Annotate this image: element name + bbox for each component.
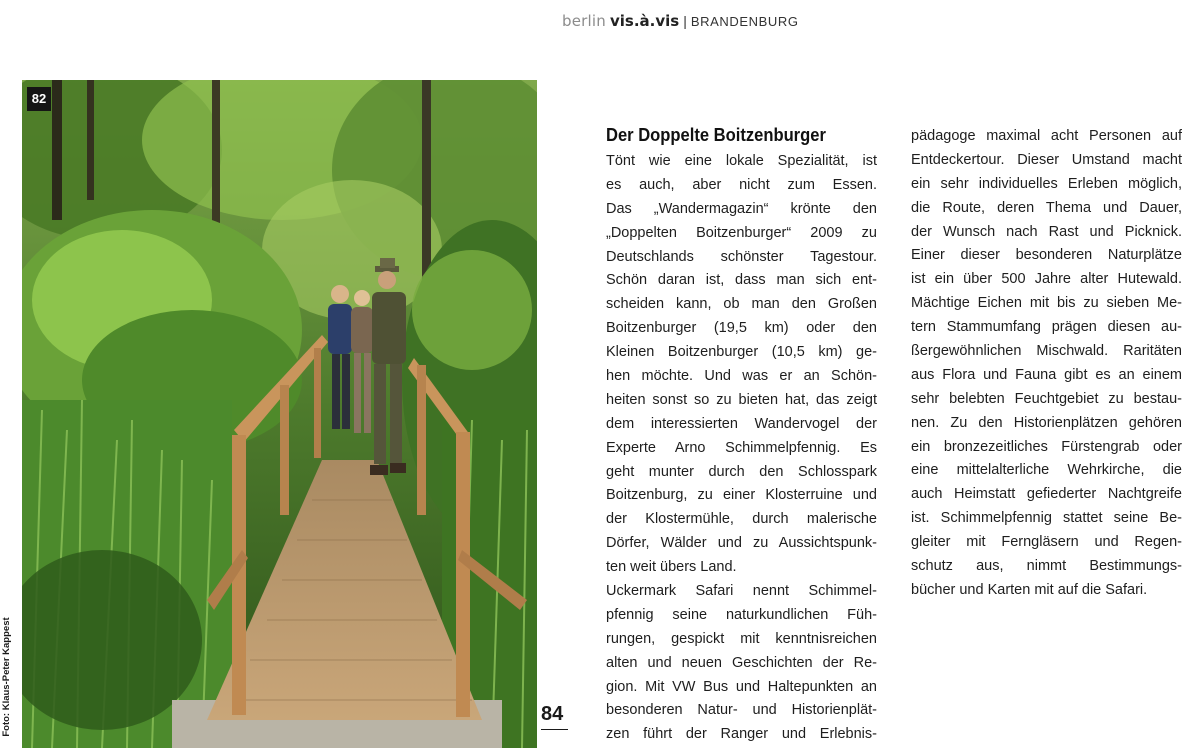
hiking-bridge-photo bbox=[22, 80, 537, 748]
text-line: ten weit übers Land. bbox=[606, 559, 737, 576]
text-line: schutz aus, nimmt Bestimmungs- bbox=[911, 558, 1182, 575]
page-number-rule bbox=[541, 729, 568, 730]
text-line: Kleinen Boitzenburger (10,5 km) ge- bbox=[606, 344, 877, 361]
text-line: auch Heimstatt gefiederter Nachtgreife bbox=[911, 486, 1182, 503]
text-line: zen führt der Ranger und Erlebnis- bbox=[606, 726, 877, 743]
brand-berlin: berlin bbox=[562, 12, 606, 30]
header-separator: | bbox=[683, 13, 687, 29]
text-line: Tönt wie eine lokale Spezialität, ist bbox=[606, 153, 877, 169]
text-line: geht munter durch den Schlosspark bbox=[606, 463, 877, 480]
text-line: die Route, deren Thema und Dauer, bbox=[911, 199, 1182, 216]
text-line: „Doppelten Boitzenburger“ 2009 zu bbox=[606, 224, 877, 241]
photo-illustration bbox=[22, 80, 537, 748]
text-line: ist ein über 500 Jahre alter Hutewald. bbox=[911, 271, 1182, 288]
text-line: besonderen Natur- und Historienplät- bbox=[606, 702, 877, 719]
section-title: BRANDENBURG bbox=[690, 14, 799, 29]
text-line: Experte Arno Schimmelpfennig. Es bbox=[606, 439, 877, 456]
text-line: Schön daran ist, dass man sich ent- bbox=[606, 272, 877, 289]
text-line: Einer dieser besonderen Naturplätze bbox=[911, 247, 1182, 264]
text-column-2 bbox=[911, 125, 1182, 603]
text-line: gleiter mit Ferngläsern und Regen- bbox=[911, 534, 1182, 551]
text-line: hen möchte. Und was er an Schön- bbox=[606, 368, 877, 385]
text-line: ein sehr individuelles Erleben möglich, bbox=[911, 175, 1182, 192]
page-header bbox=[562, 12, 799, 32]
text-line: Deutschlands schönster Tagestour. bbox=[606, 248, 877, 265]
text-line: ein bronzezeitliches Fürstengrab oder bbox=[911, 438, 1182, 455]
text-line: gion. Mit VW Bus und Haltepunkten an bbox=[606, 678, 877, 695]
text-line: Uckermark Safari nennt Schimmel- bbox=[606, 583, 877, 600]
text-line: nen. Zu den Historienplätzen gehören bbox=[911, 414, 1182, 431]
text-line: eine mittelalterliche Wehrkirche, die bbox=[911, 462, 1182, 479]
text-line: der Wunsch nach Rast und Picknick. bbox=[911, 223, 1182, 240]
text-line: rungen, gespickt mit kenntnisreichen bbox=[606, 630, 877, 647]
text-line: scheiden kann, ob man den Großen bbox=[606, 296, 877, 313]
text-line: Boitzenburger (19,5 km) oder den bbox=[606, 320, 877, 337]
text-line: Das „Wandermagazin“ krönte den bbox=[606, 200, 877, 217]
photo-credit: Foto: Klaus-Peter Kappest bbox=[1, 617, 12, 737]
text-line: dem interessierten Wandervogel der bbox=[606, 415, 877, 432]
text-line: tern Stammumfang prägen diesen au- bbox=[911, 319, 1182, 336]
text-line: Dörfer, Wälder und zu Aussichtspunk- bbox=[606, 535, 877, 552]
text-line: ist. Schimmelpfennig stattet seine Be- bbox=[911, 510, 1182, 527]
text-line: der Klostermühle, durch malerische bbox=[606, 511, 877, 528]
text-line: es auch, aber nicht zum Essen. bbox=[606, 176, 877, 193]
text-line: pädagoge maximal acht Personen auf bbox=[911, 128, 1182, 144]
page-badge: 82 bbox=[27, 87, 51, 111]
text-line: ßergewöhnlichen Mischwald. Raritäten bbox=[911, 343, 1182, 360]
text-line: sehr belebten Feuchtgebiet zu bestau- bbox=[911, 390, 1182, 407]
text-line: bücher und Karten mit auf die Safari. bbox=[911, 581, 1148, 598]
article-title: Der Doppelte Boitzenburger bbox=[606, 125, 826, 145]
brand-visavis: vis.à.vis bbox=[609, 12, 680, 30]
text-line: pfennig seine naturkundlichen Füh- bbox=[606, 606, 877, 623]
text-line: Entdeckertour. Dieser Umstand macht bbox=[911, 151, 1182, 168]
text-line: Boitzenburg, zu einer Klosterruine und bbox=[606, 487, 877, 504]
text-line: aus Flora und Fauna gibt es an einem bbox=[911, 366, 1182, 383]
text-line: heiten sonst so zu bieten hat, das zeigt bbox=[606, 391, 877, 408]
text-line: alten und neuen Geschichten der Re- bbox=[606, 654, 877, 671]
page-number: 84 bbox=[541, 703, 564, 725]
text-column-1 bbox=[606, 150, 877, 747]
text-line: Mächtige Eichen mit bis zu sieben Me- bbox=[911, 295, 1182, 312]
